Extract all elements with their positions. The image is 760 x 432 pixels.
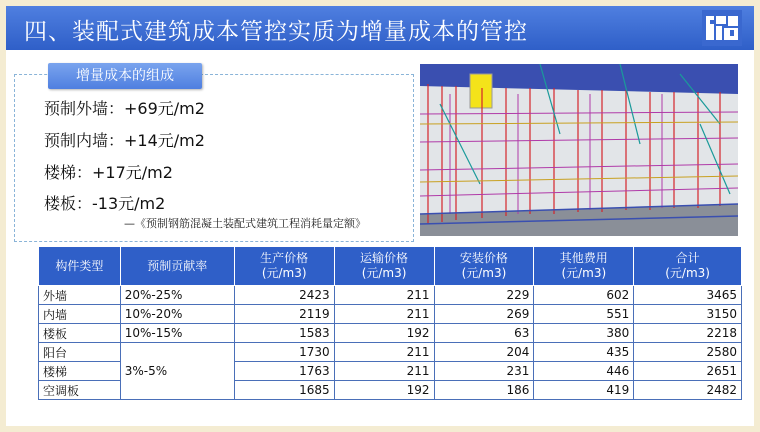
col-header-type: 构件类型 [39,247,121,286]
cell-total: 2218 [634,324,742,343]
cell-type: 阳台 [39,343,121,362]
cell-production: 2119 [234,305,334,324]
cost-line-exterior-wall: 预制外墙：+69元/m2 [44,99,205,118]
cell-install: 63 [434,324,534,343]
col-header-rate: 预制贡献率 [120,247,234,286]
cell-other: 602 [534,286,634,305]
col-header-total: 合计 (元/m3) [634,247,742,286]
cell-install: 186 [434,381,534,400]
col-header-install: 安装价格 (元/m3) [434,247,534,286]
cell-other: 446 [534,362,634,381]
cell-transport: 192 [334,324,434,343]
cell-transport: 211 [334,286,434,305]
cell-install: 204 [434,343,534,362]
cell-other: 435 [534,343,634,362]
scaffolding-image [420,64,738,236]
page-title: 四、装配式建筑成本管控实质为增量成本的管控 [24,19,528,45]
table-row [39,343,742,362]
cell-total: 3150 [634,305,742,324]
cell-type: 内墙 [39,305,121,324]
cell-production: 1763 [234,362,334,381]
cell-production: 1583 [234,324,334,343]
cost-line-stairs: 楼梯：+17元/m2 [44,163,173,182]
cell-other: 551 [534,305,634,324]
cell-type: 楼梯 [39,362,121,381]
table-row [39,286,742,305]
cost-table [38,246,742,400]
col-header-other: 其他费用 (元/m3) [534,247,634,286]
cell-rate: 10%-15% [120,324,234,343]
cell-install: 269 [434,305,534,324]
company-logo-icon [702,10,742,46]
cell-type: 空调板 [39,381,121,400]
cell-type: 外墙 [39,286,121,305]
title-bar [6,6,754,50]
section-tag: 增量成本的组成 [48,63,202,89]
cell-production: 1730 [234,343,334,362]
cell-rate: 10%-20% [120,305,234,324]
cell-total: 2651 [634,362,742,381]
cell-transport: 211 [334,305,434,324]
cell-other: 380 [534,324,634,343]
cell-transport: 211 [334,362,434,381]
cell-total: 2580 [634,343,742,362]
table-header-row [39,247,742,286]
cell-rate-merged: 3%-5% [120,343,234,400]
col-header-production: 生产价格 (元/m3) [234,247,334,286]
cell-production: 2423 [234,286,334,305]
source-citation: —《预制钢筋混凝土装配式建筑工程消耗量定额》 [124,217,366,230]
cell-rate: 20%-25% [120,286,234,305]
cell-install: 231 [434,362,534,381]
cell-type: 楼板 [39,324,121,343]
cell-transport: 211 [334,343,434,362]
cell-total: 2482 [634,381,742,400]
table-row [39,305,742,324]
table-row [39,324,742,343]
cell-other: 419 [534,381,634,400]
cost-line-floor-slab: 楼板：-13元/m2 [44,194,166,213]
slide [6,6,754,426]
cell-total: 3465 [634,286,742,305]
cost-line-interior-wall: 预制内墙：+14元/m2 [44,131,205,150]
col-header-transport: 运输价格 (元/m3) [334,247,434,286]
cell-install: 229 [434,286,534,305]
cell-transport: 192 [334,381,434,400]
cell-production: 1685 [234,381,334,400]
